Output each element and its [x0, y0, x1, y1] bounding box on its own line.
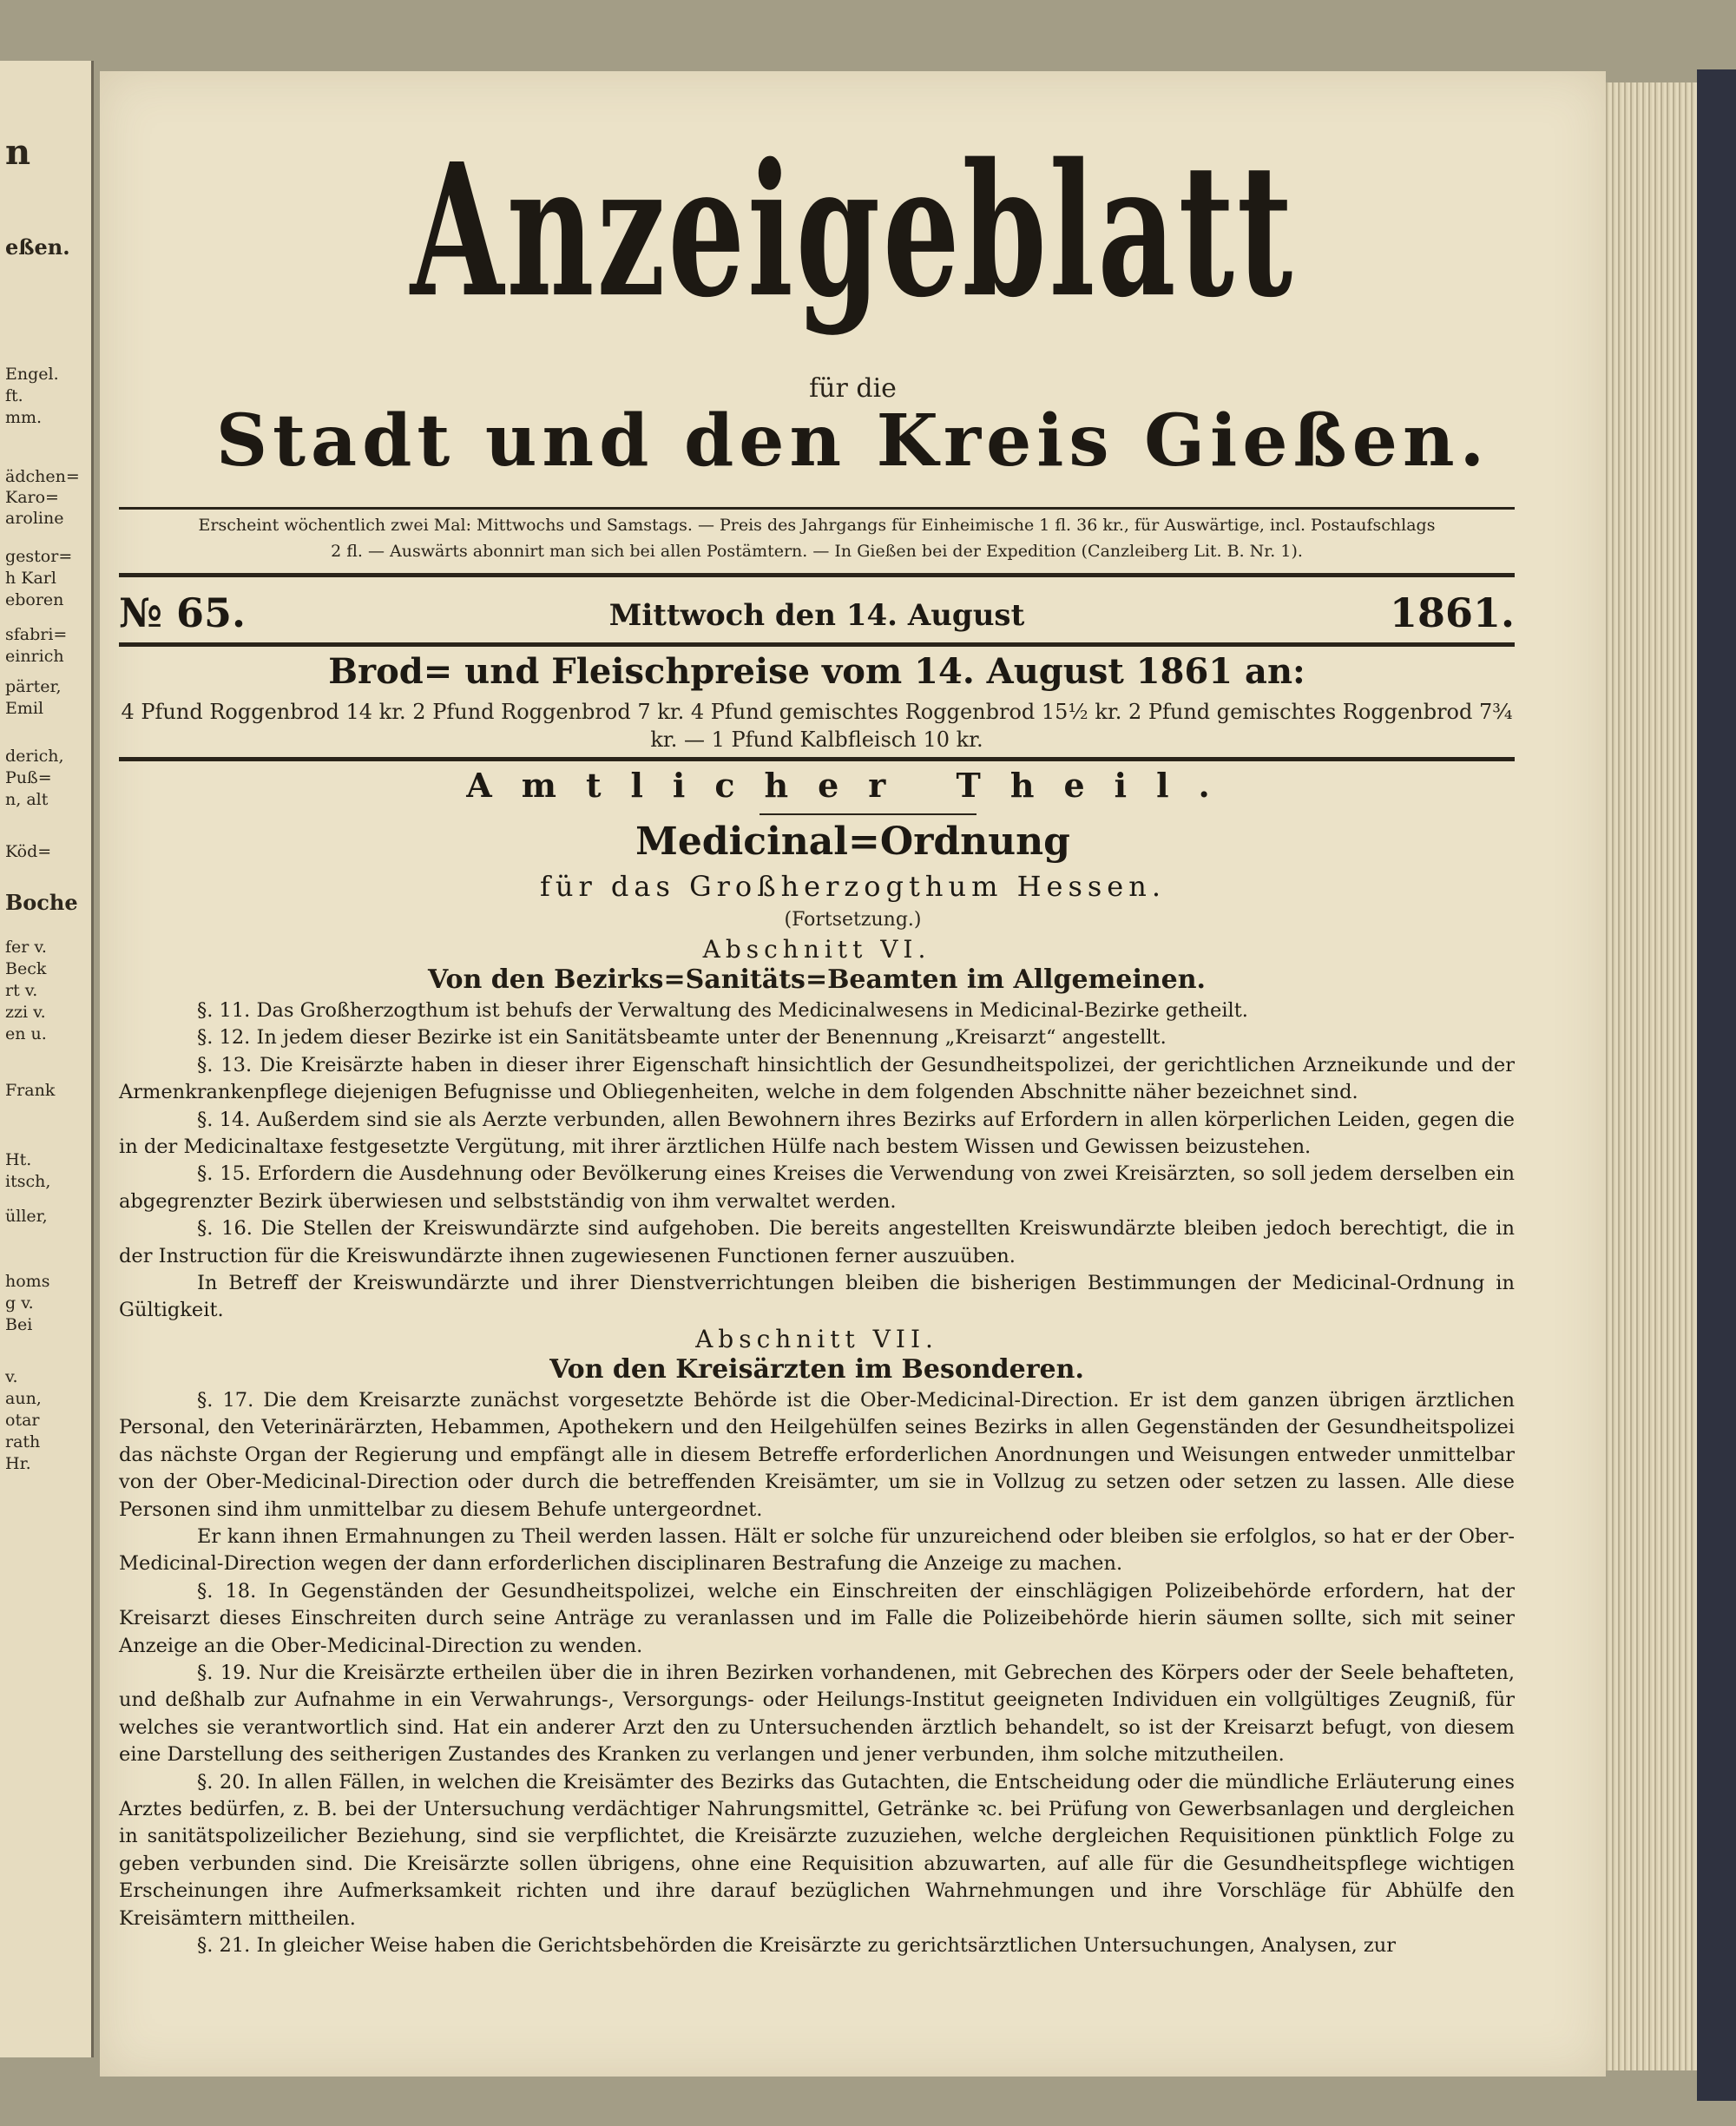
left-page-text: üller,: [5, 1207, 48, 1226]
issue-row: [119, 589, 1515, 642]
newspaper-page: [100, 71, 1606, 2077]
paragraph: §. 19. Nur die Kreisärzte ertheilen über die in ihren Bezirken vorhandenen, mit Gebrechen des Körpers oder der Seele behafteten, und deßhalb zur Aufnahme in ein Verwahrungs-, Versorgungs- oder Heilungs-Institut geeigneten Individuen ein vollgültiges Zeugniß, für welches sie verantwortlich sind. Hat ein anderer Arzt den zu Untersuchenden ärztlich behandelt, so ist der Kreisarzt befugt, von diesem eine Darstellung des seitherigen Zustandes des Kranken zu verlangen und jener verbunden, ihm solche mitzutheilen.: [119, 1661, 1515, 1767]
left-page-text: eßen.: [5, 234, 70, 260]
left-page-text: Bei: [5, 1315, 33, 1334]
chapter-7-heading: Abschnitt VII.: [695, 1324, 938, 1353]
prices-text: 4 Pfund Roggenbrod 14 kr. 2 Pfund Roggenbrod 7 kr. 4 Pfund gemischtes Roggenbrod 15½ kr. 2 Pfund gemischtes Roggenbrod 7¾ kr. — 1 Pfund Kalbfleisch 10 kr.: [121, 700, 1513, 752]
left-page-text: Beck: [5, 959, 47, 978]
paragraph: §. 21. In gleicher Weise haben die Gerichtsbehörden die Kreisärzte zu gerichtsärztlichen Untersuchungen, Analysen, zur: [197, 1934, 1396, 1957]
left-page-text: Frank: [5, 1081, 56, 1100]
masthead-subtitle: Stadt und den Kreis Gießen.: [215, 399, 1490, 483]
book-page-edges: [1597, 82, 1713, 2070]
subscription-info: [119, 512, 1515, 564]
paragraph: §. 12. In jedem dieser Bezirke ist ein Sanitätsbeamte unter der Benennung „Kreisarzt“ angestellt.: [197, 1026, 1167, 1050]
paragraph: §. 18. In Gegenständen der Gesundheitspolizei, welche ein Einschreiten der einschlägigen Polizeibehörde erfordern, hat der Kreisarzt dieses Einschreiten durch seine Anträge zu veranlassen und im Falle die Polizeibehörde hierin säumen sollte, sich mit seiner Anzeige an die Ober-Medicinal-Direction zu wenden.: [119, 1579, 1515, 1657]
paragraph: Er kann ihnen Ermahnungen zu Theil werden lassen. Hält er solche für unzureichend oder bleiben sie erfolglos, so hat er der Ober-Medicinal-Direction wegen der dann erforderlichen disciplinaren Bestrafung die Anzeige zu machen.: [119, 1524, 1515, 1576]
paragraph: §. 16. Die Stellen der Kreiswundärzte sind aufgehoben. Die bereits angestellten Kreiswundärzte bleiben jedoch berechtigt, die in der Instruction für die Kreiswundärzte ihnen zugewiesenen Functionen ferner auszuüben.: [119, 1217, 1515, 1267]
ordinance-subtitle: für das Großherzogthum Hessen.: [539, 870, 1167, 903]
issue-rule: [119, 642, 1515, 647]
ordinance-title: Medicinal=Ordnung: [635, 819, 1070, 864]
left-page-text: mm.: [5, 408, 43, 427]
chapter-7-subheading: Von den Kreisärzten im Besonderen.: [549, 1353, 1084, 1385]
paragraph: §. 17. Die dem Kreisarzte zunächst vorgesetzte Behörde ist die Ober-Medicinal-Direction. Er ist dem ganzen übrigen ärztlichen Personal, den Veterinärärzten, Hebammen, Apothekern und den Heilgehülfen seines Bezirks in allen Gegenständen der Gesundheitspolizei das nächste Organ der Regierung und empfängt alle in diesem Betreffe erforderlichen Anordnungen und Weisungen entweder unmittelbar von der Ober-Medicinal-Direction oder durch die betreffenden Kreisämter, um sie in Vollzug zu setzen oder setzen zu lassen. Alle diese Personen sind ihm unmittelbar zu diesem Behufe untergeordnet.: [119, 1388, 1515, 1521]
section-heading: Amtlicher Theil.: [466, 766, 1240, 805]
left-page-text: eboren: [5, 590, 64, 609]
left-page-text: rt v.: [5, 981, 38, 1000]
left-page-text: rath: [5, 1432, 41, 1451]
header-rule-top: [119, 507, 1515, 510]
chapter-6-subheading: Von den Bezirks=Sanitäts=Beamten im Allgemeinen.: [427, 964, 1206, 995]
left-page-text: ädchen=: [5, 467, 80, 486]
left-page-text: aun,: [5, 1389, 42, 1408]
ordinance-note: (Fortsetzung.): [784, 909, 922, 931]
chapter-6-heading: Abschnitt VI.: [702, 935, 931, 964]
section-underline: [760, 813, 976, 815]
left-page-text: en u.: [5, 1024, 47, 1043]
prices-title: Brod= und Fleischpreise vom 14. August 1861 an:: [328, 651, 1305, 692]
left-page-text: v.: [5, 1367, 18, 1386]
subscription-line-2: 2 fl. — Auswärts abonnirt man sich bei allen Postämtern. — In Gießen bei der Expedition (Canzleiberg Lit. B. Nr. 1).: [331, 542, 1303, 561]
left-page-text: n: [5, 132, 31, 173]
paragraph: §. 15. Erfordern die Ausdehnung oder Bevölkerung eines Kreises die Verwendung von zwei Kreisärzten, so soll jedem derselben ein abgegrenzter Bezirk überwiesen und selbstständig von ihm verwaltet werden.: [119, 1162, 1515, 1213]
paragraph: §. 14. Außerdem sind sie als Aerzte verbunden, allen Bewohnern ihres Bezirks auf Erfordern in allen körperlichen Leiden, gegen die in der Medicinaltaxe festgesetzte Vergütung, mit ihrer ärztlichen Hülfe nach bestem Wissen und Gewissen beizustehen.: [119, 1108, 1515, 1159]
paragraph: §. 13. Die Kreisärzte haben in dieser ihrer Eigenschaft hinsichtlich der Gesundheitspolizei, der gerichtlichen Arzneikunde und der Armenkrankenpflege diejenigen Befugnisse und Obliegenheiten, welche in dem folgenden Abschnitte näher bezeichnet sind.: [119, 1053, 1515, 1104]
left-page-text: gestor=: [5, 547, 73, 566]
left-page-text: Hr.: [5, 1454, 31, 1473]
left-page-text: sfabri=: [5, 625, 68, 644]
left-page-text: n, alt: [5, 790, 49, 809]
left-page-text: Köd=: [5, 842, 52, 861]
left-page-text: zzi v.: [5, 1003, 46, 1022]
book-cover-edge: [1697, 69, 1736, 2101]
left-page-text: Boche: [5, 890, 78, 915]
issue-year: 1861.: [1389, 589, 1515, 636]
left-page-text: aroline: [5, 509, 64, 528]
left-page-text: pärter,: [5, 677, 62, 696]
paragraph: §. 11. Das Großherzogthum ist behufs der Verwaltung des Medicinalwesens in Medicinal-Bezirke getheilt.: [197, 999, 1248, 1022]
left-page-text: ft.: [5, 386, 23, 405]
left-page-text: einrich: [5, 647, 64, 666]
masthead-fuer-die: für die: [809, 373, 897, 404]
paragraph: In Betreff der Kreiswundärzte und ihrer Dienstverrichtungen bleiben die bisherigen Bestimmungen der Medicinal-Ordnung in Gültigkeit.: [119, 1272, 1515, 1322]
masthead-title: Anzeigeblatt: [410, 123, 1296, 338]
left-page-text: Puß=: [5, 768, 52, 787]
paragraph: §. 20. In allen Fällen, in welchen die Kreisämter des Bezirks das Gutachten, die Entscheidung oder die mündliche Erläuterung eines Arztes bedürfen, z. B. bei der Untersuchung verdächtiger Nahrungsmittel, Getränke ꝛc. bei Prüfung von Gewerbsanlagen und dergleichen in sanitätspolizeilicher Beziehung, sind sie verpflichtet, die Kreisärzte zuzuziehen, welche dergleichen Requisitionen pünktlich Folge zu geben verbunden sind. Die Kreisärzte sollen übrigens, ohne eine Requisition abzuwarten, auf alle für die Gesundheitspflege wichtigen Erscheinungen ihre Aufmerksamkeit richten und ihre darauf bezüglichen Wahrnehmungen und ihre Vorschläge für Abhülfe den Kreisämtern mittheilen.: [119, 1770, 1515, 1930]
issue-date: Mittwoch den 14. August: [608, 598, 1025, 633]
left-page-text: fer v.: [5, 938, 47, 957]
left-page-text: Engel.: [5, 365, 59, 384]
issue-number: № 65.: [119, 589, 247, 636]
left-page-fragment: [0, 61, 94, 2057]
article-body: [119, 935, 1515, 1959]
prices-rule: [119, 757, 1515, 761]
left-page-text: Emil: [5, 699, 44, 718]
left-page-text: h Karl: [5, 569, 56, 588]
subscription-line-1: Erscheint wöchentlich zwei Mal: Mittwochs und Samstags. — Preis des Jahrgangs für Einheimische 1 fl. 36 kr., für Auswärtige, incl. Postaufschlags: [198, 516, 1436, 535]
left-page-text: Karo=: [5, 488, 59, 507]
left-page-text: Ht.: [5, 1150, 32, 1169]
header-rule-mid: [119, 573, 1515, 577]
left-page-text: itsch,: [5, 1172, 51, 1191]
left-page-text: derich,: [5, 747, 64, 766]
left-page-text: g v.: [5, 1293, 34, 1313]
left-page-text: otar: [5, 1411, 40, 1430]
left-page-text: homs: [5, 1272, 50, 1291]
